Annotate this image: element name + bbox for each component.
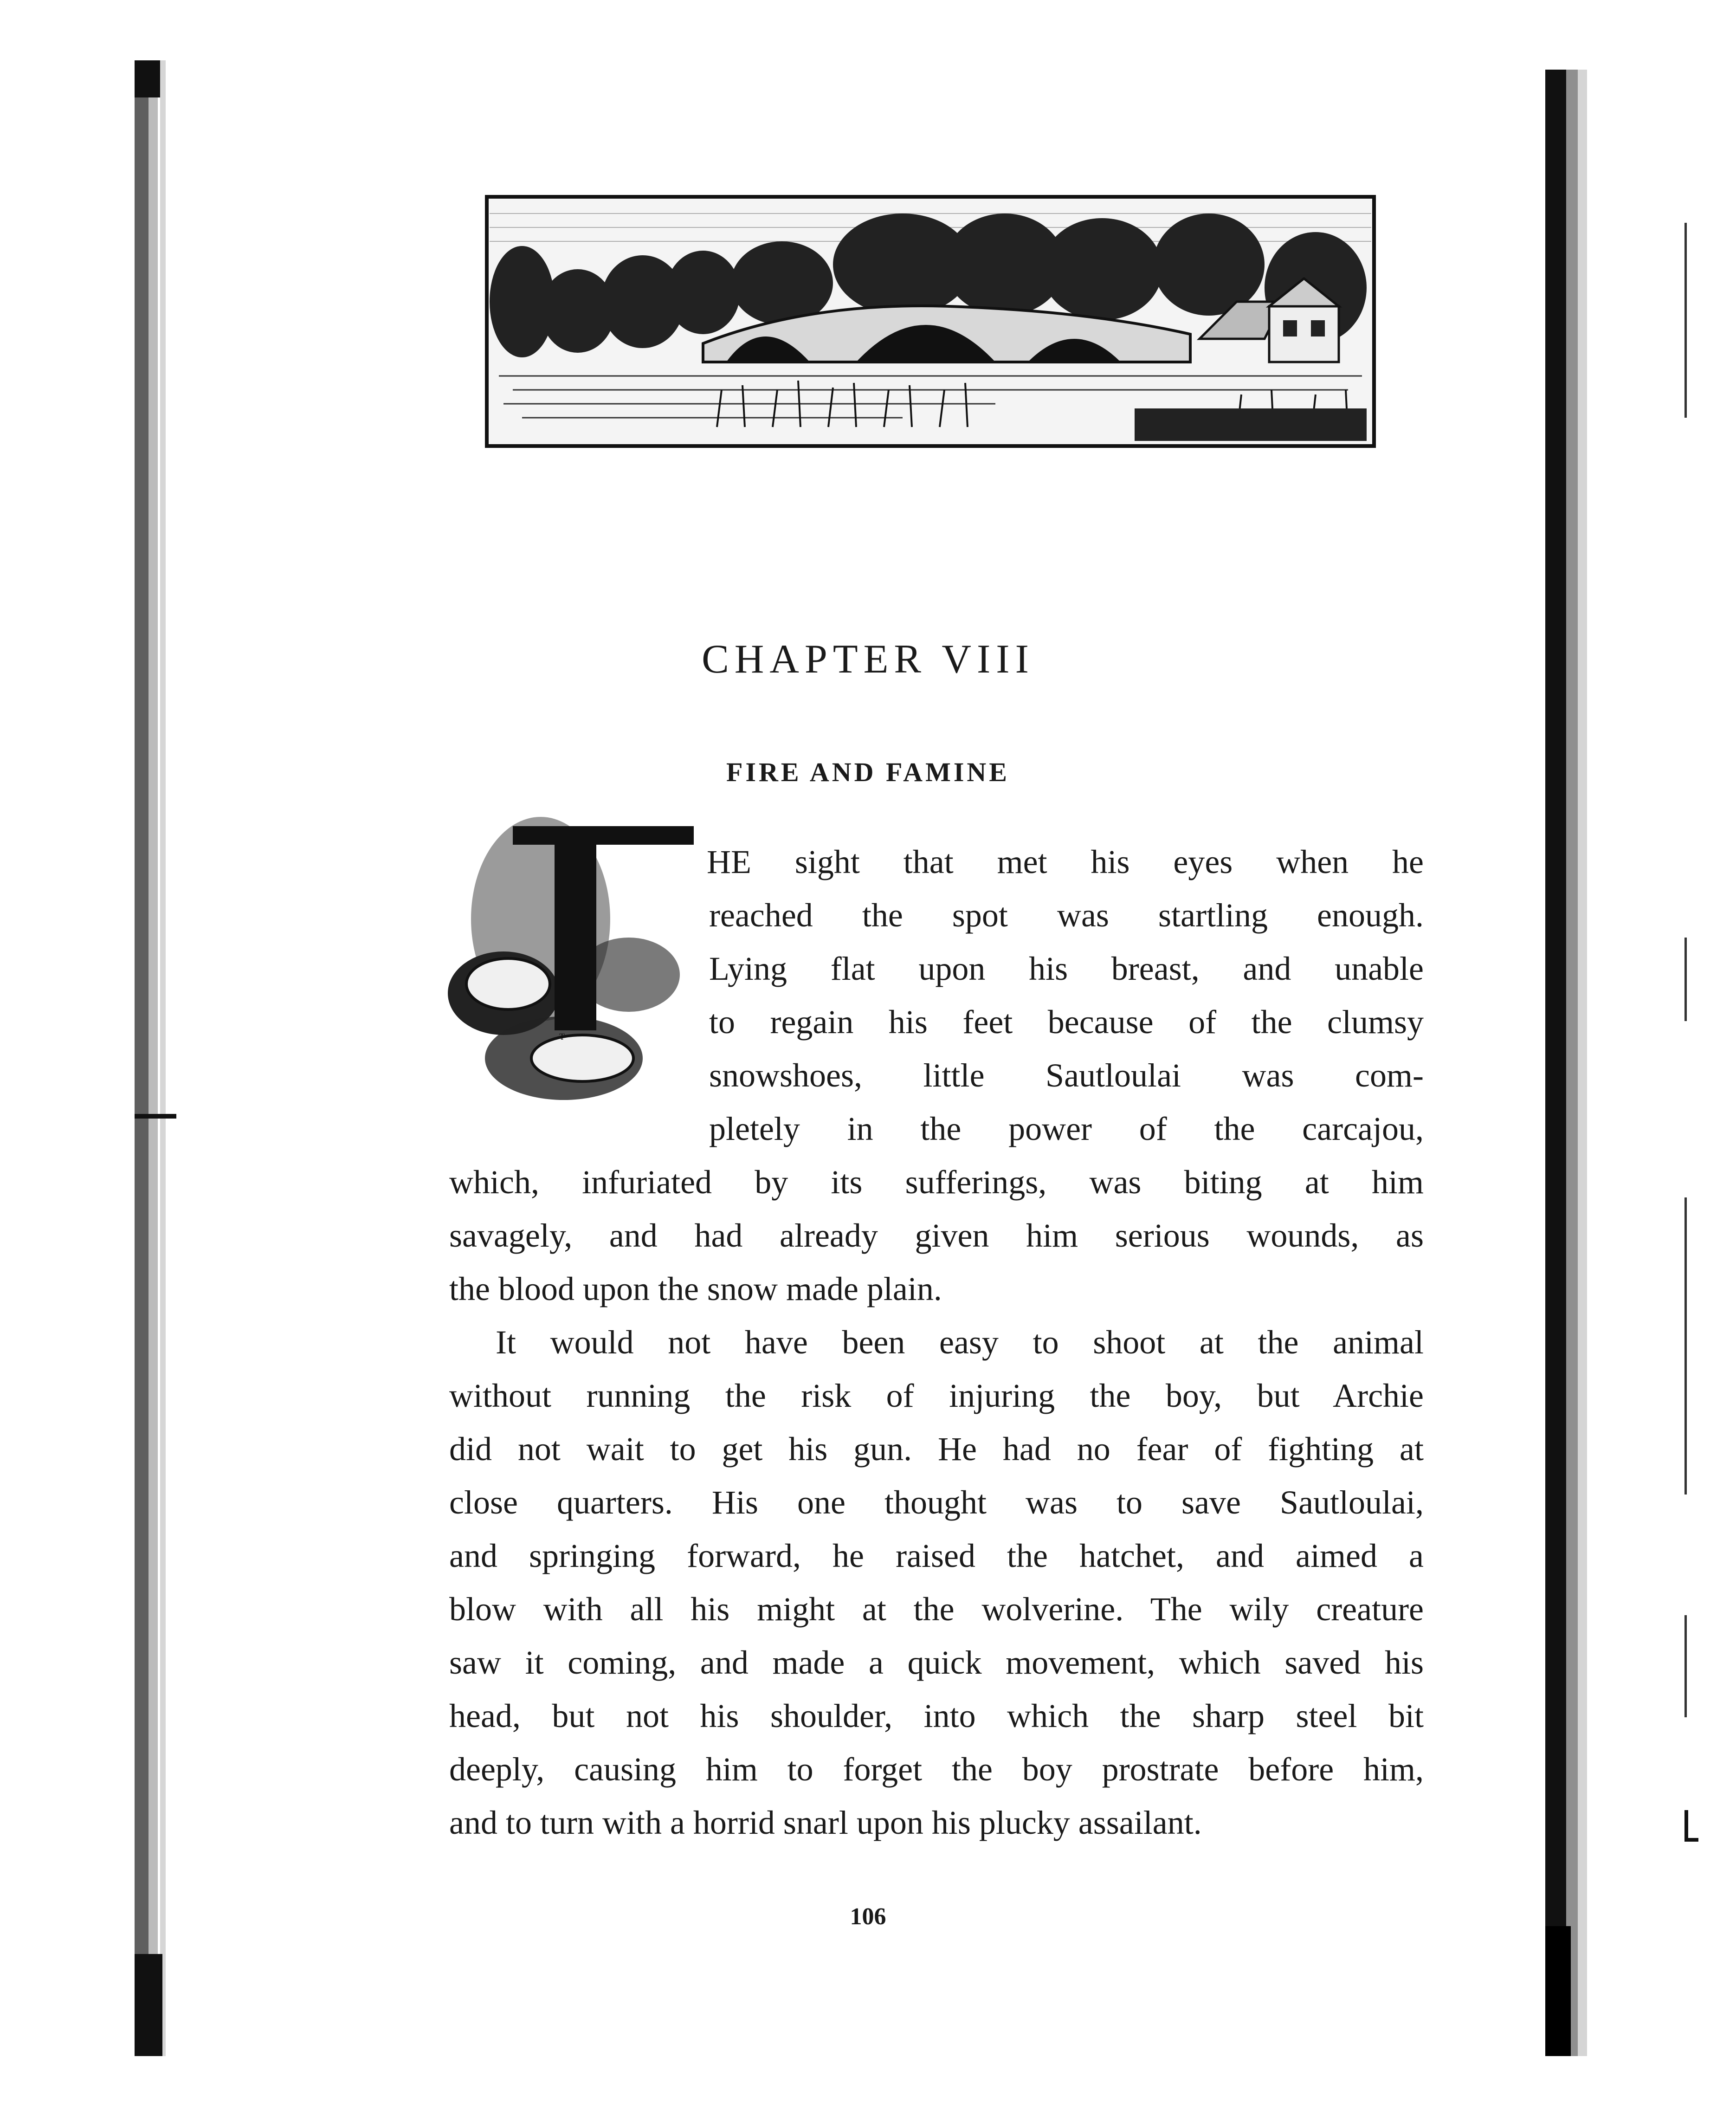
text-line: which, infuriated by its sufferings, was biting at him [449, 1164, 1424, 1201]
text-line: snowshoes, little Sautloulai was com- [709, 1057, 1424, 1094]
drop-cap-letter: T [559, 1032, 565, 1042]
body-text [449, 835, 1424, 1850]
text-line: and to turn with a horrid snarl upon his plucky assailant. [449, 1804, 1202, 1841]
text-line: without running the risk of injuring the boy, but Archie [449, 1377, 1424, 1414]
text-line: saw it coming, and made a quick movement, which saved his [449, 1644, 1424, 1681]
text-line: to regain his feet because of the clumsy [709, 1003, 1424, 1041]
text-line: blow with all his might at the wolverine. The wily creature [449, 1591, 1424, 1628]
text-line: HE sight that met his eyes when he [707, 843, 1424, 880]
text-line: reached the spot was startling enough. [709, 897, 1424, 934]
text-line: close quarters. His one thought was to save Sautloulai, [449, 1484, 1424, 1521]
text-line: pletely in the power of the carcajou, [709, 1110, 1424, 1147]
scan-edge-marks [1671, 223, 1717, 1894]
page-number: 106 [850, 1903, 886, 1930]
text-line: Lying flat upon his breast, and unable [709, 950, 1424, 987]
text-line: and springing forward, he raised the hatchet, and aimed a [449, 1537, 1424, 1574]
text-line: deeply, causing him to forget the boy prostrate before him, [449, 1751, 1424, 1788]
chapter-subtitle: FIRE AND FAMINE [726, 757, 1010, 787]
text-line: the blood upon the snow made plain. [449, 1270, 942, 1307]
text-line: savagely, and had already given him serious wounds, as [449, 1217, 1424, 1254]
scan-edge-right [1545, 70, 1620, 2056]
text-line: It would not have been easy to shoot at the animal [496, 1324, 1424, 1361]
scan-edge-left [135, 60, 200, 2056]
chapter-title: CHAPTER VIII [702, 637, 1034, 682]
headpiece-illustration [485, 195, 1376, 448]
text-line: head, but not his shoulder, into which the sharp steel bit [449, 1697, 1424, 1734]
text-line: did not wait to get his gun. He had no fear of fighting at [449, 1430, 1424, 1468]
